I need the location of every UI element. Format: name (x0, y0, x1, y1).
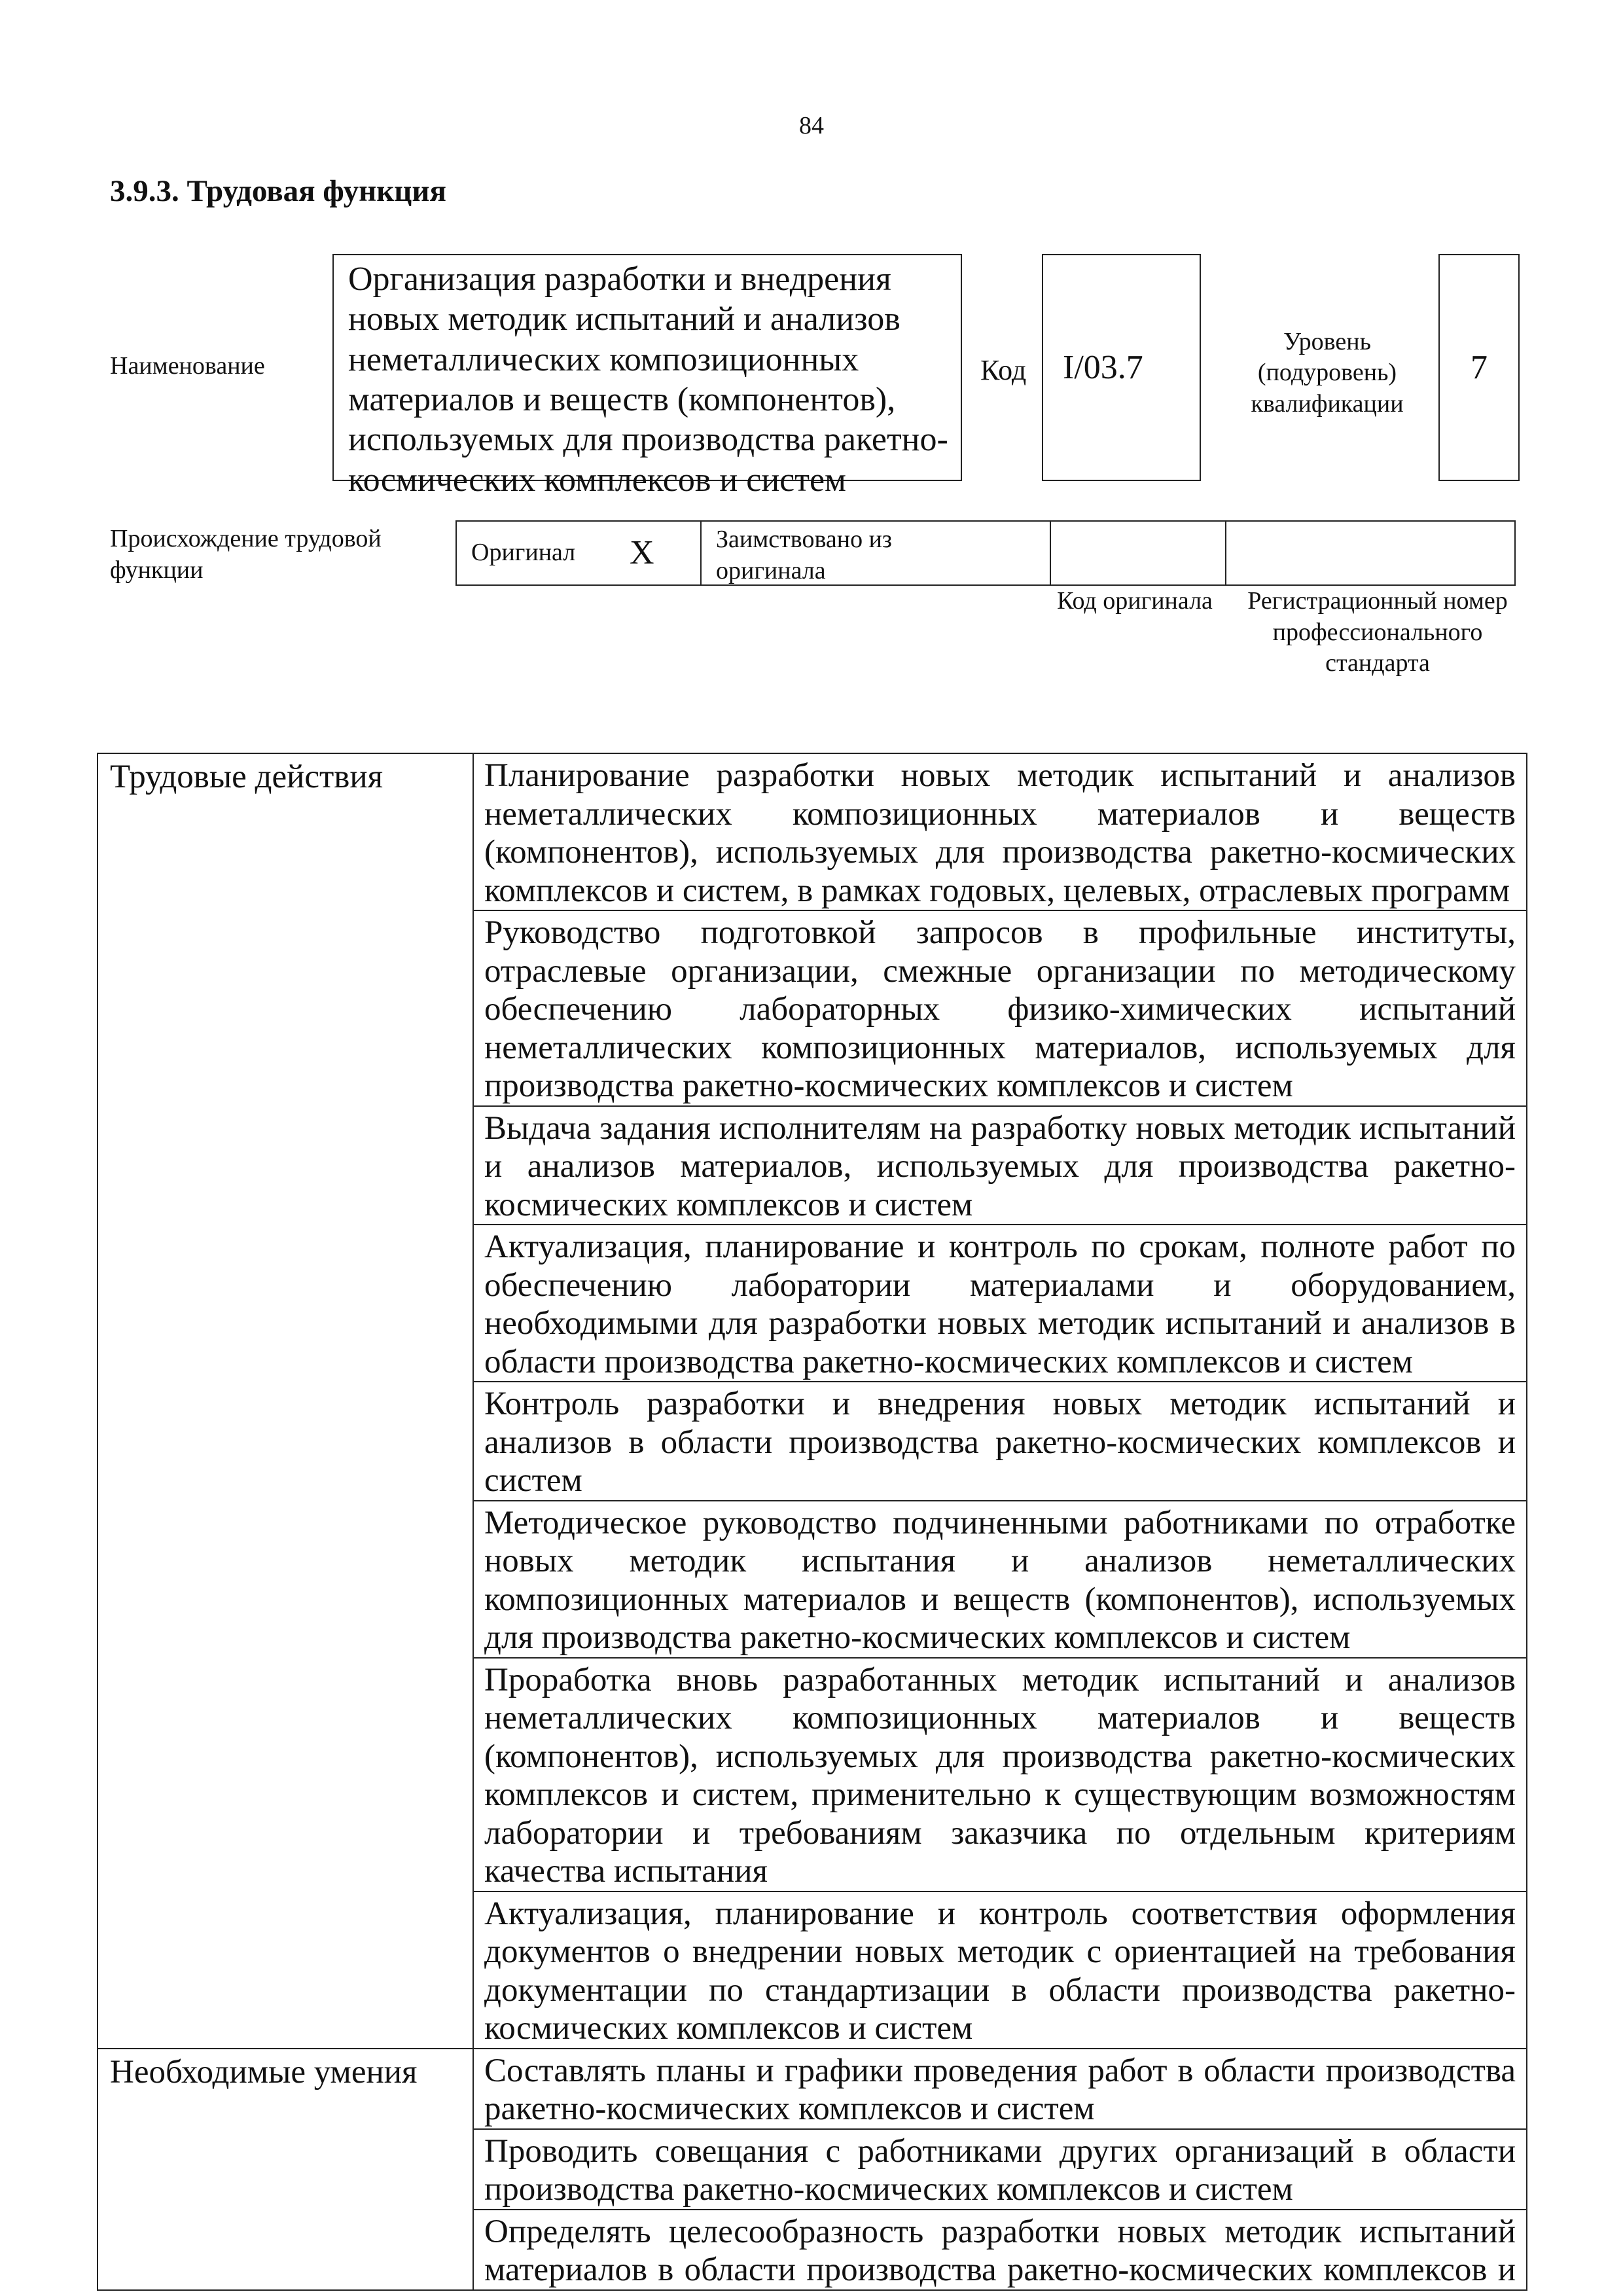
origin-divider (700, 522, 702, 584)
labor-actions-label: Трудовые действия (98, 753, 473, 2049)
code-box (1042, 254, 1201, 481)
table-row (98, 753, 1527, 910)
original-label: Оригинал (471, 539, 576, 567)
labor-function-table (97, 753, 1527, 2291)
borrowed-label: Заимствовано из оригинала (716, 526, 892, 584)
skill-item: Определять целесообразность разработки новых методик испытаний материалов в области производства ракетно-космических комплексов и (473, 2210, 1527, 2290)
labor-action-item: Методическое руководство подчиненными работниками по отработке новых методик испытания и анализов неметаллических композиционных материалов и веществ (компонентов), используемых для производства ракетно-космических комплексов и систем (473, 1501, 1527, 1658)
origin-divider (1225, 522, 1226, 584)
name-label: Наименование (110, 352, 265, 380)
level-value: 7 (1471, 348, 1488, 386)
origin-label: Происхождение трудовой функции (110, 525, 382, 584)
origin-divider (1050, 522, 1051, 584)
function-name-box (332, 254, 962, 499)
code-value: I/03.7 (1063, 348, 1143, 386)
labor-action-item: Планирование разработки новых методик испытаний и анализов неметаллических композиционных материалов и веществ (компонентов), используемых для производства ракетно-космических комплексов и систем, в рамках годовых, целевых, отраслевых программ (473, 753, 1527, 910)
level-box (1438, 254, 1520, 481)
labor-action-item: Актуализация, планирование и контроль соответствия оформления документов о внедрении новых методик с ориентацией на требования документации по стандартизации в области производства ракетно-космических комплексов и систем (473, 1892, 1527, 2049)
labor-action-item: Контроль разработки и внедрения новых методик испытаний и анализов в области производства ракетно-космических комплексов и систем (473, 1382, 1527, 1501)
labor-action-item: Руководство подготовкой запросов в профильные институты, отраслевые организации, смежные организации по методическому обеспечению лабораторных физико-химических испытаний неметаллических композиционных материалов, используемых для производства ракетно-космических комплексов и систем (473, 910, 1527, 1106)
level-label: Уровень (подуровень) квалификации (1251, 327, 1404, 418)
original-code-caption: Код оригинала (1057, 587, 1213, 615)
original-mark: X (630, 534, 654, 572)
table-row (98, 2049, 1527, 2129)
code-label: Код (980, 353, 1027, 386)
page-number: 84 (799, 112, 824, 139)
labor-action-item: Актуализация, планирование и контроль по срокам, полноте работ по обеспечению лаборатории материалами и оборудованием, необходимыми для разработки новых методик испытаний и анализов в области производства ракетно-космических комплексов и систем (473, 1225, 1527, 1382)
section-title: 3.9.3. Трудовая функция (110, 174, 446, 208)
labor-action-item: Выдача задания исполнителям на разработку новых методик испытаний и анализов материалов, используемых для производства ракетно-космических комплексов и систем (473, 1106, 1527, 1225)
skill-item: Проводить совещания с работниками других организаций в области производства ракетно-космических комплексов и систем (473, 2129, 1527, 2210)
origin-row (455, 520, 1516, 586)
function-name-value: Организация разработки и внедрения новых методик испытаний и анализов неметаллических композиционных материалов и веществ (компонентов), используемых для производства ракетно-космических комплексов и систем (348, 260, 948, 499)
labor-action-item: Проработка вновь разработанных методик испытаний и анализов неметаллических композиционных материалов и веществ (компонентов), используемых для производства ракетно-космических комплексов и систем, применительно к существующим возможностям лаборатории и требованиям заказчика по отдельным критериям качества испытания (473, 1658, 1527, 1892)
skill-item: Составлять планы и графики проведения работ в области производства ракетно-космических комплексов и систем (473, 2049, 1527, 2129)
registration-number-caption: Регистрационный номер профессионального стандарта (1247, 587, 1508, 677)
skills-label: Необходимые умения (98, 2049, 473, 2290)
